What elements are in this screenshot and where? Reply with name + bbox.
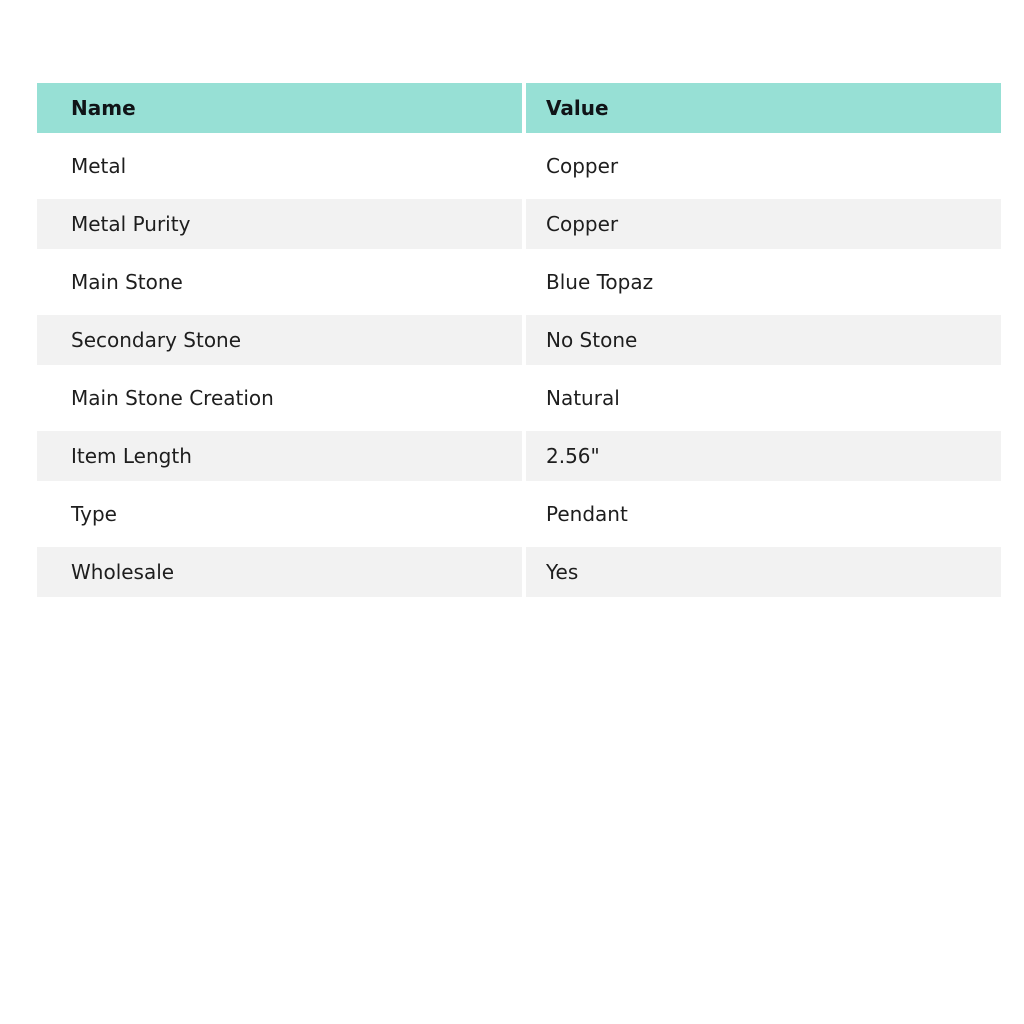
row-metal-value-cell: Copper xyxy=(526,141,1001,191)
row-metal-purity-value-cell: Copper xyxy=(526,199,1001,249)
spec-table xyxy=(37,83,1001,597)
row-main-stone-creation-value-cell: Natural xyxy=(526,373,1001,423)
row-type-value-cell: Pendant xyxy=(526,489,1001,539)
row-main-stone-name-cell: Main Stone xyxy=(37,257,522,307)
column-header-name: Name xyxy=(37,83,522,133)
row-secondary-stone-name-cell: Secondary Stone xyxy=(37,315,522,365)
row-wholesale-value-cell: Yes xyxy=(526,547,1001,597)
row-secondary-stone-value-cell: No Stone xyxy=(526,315,1001,365)
row-item-length-name-cell: Item Length xyxy=(37,431,522,481)
row-metal-name-cell: Metal xyxy=(37,141,522,191)
row-type-name-cell: Type xyxy=(37,489,522,539)
row-wholesale-name-cell: Wholesale xyxy=(37,547,522,597)
column-header-value: Value xyxy=(526,83,1001,133)
row-metal-purity-name-cell: Metal Purity xyxy=(37,199,522,249)
row-main-stone-value-cell: Blue Topaz xyxy=(526,257,1001,307)
row-main-stone-creation-name-cell: Main Stone Creation xyxy=(37,373,522,423)
row-item-length-value-cell: 2.56" xyxy=(526,431,1001,481)
